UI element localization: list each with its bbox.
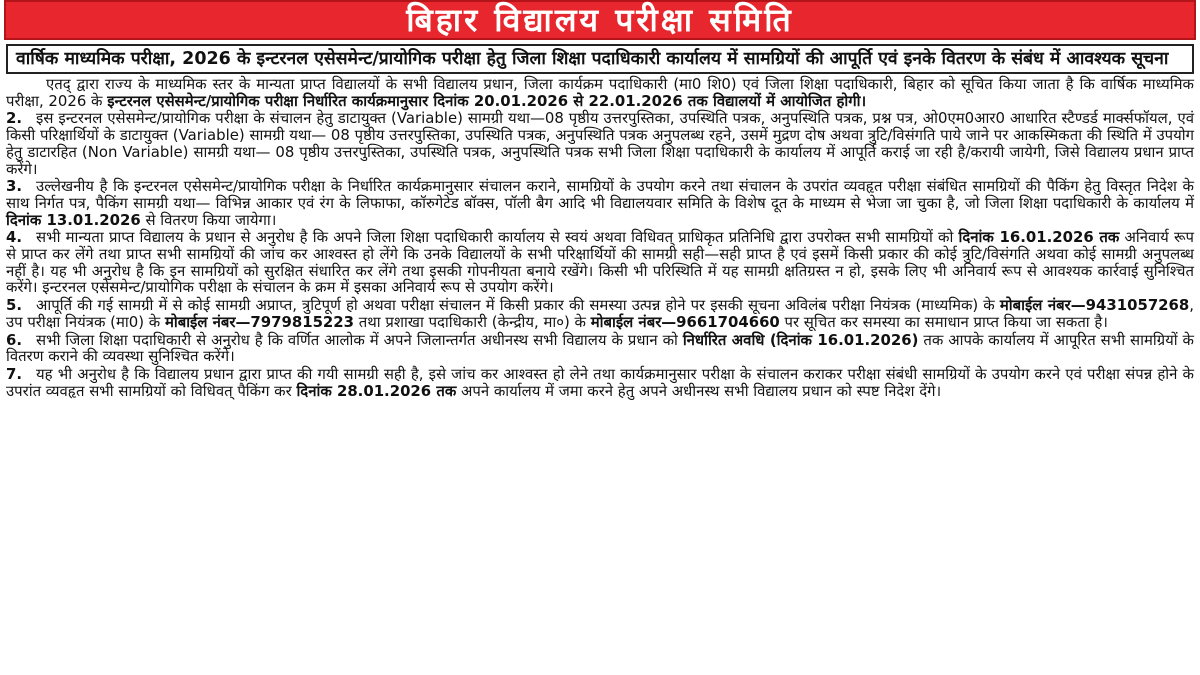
paragraph-6-text: सभी जिला शिक्षा पदाधिकारी से अनुरोध है कि वर्णित आलोक में अपने जिलान्तर्गत अधीनस्थ सभी विद्यालय के प्रधान को	[36, 330, 683, 349]
paragraph-3-tail: से वितरण किया जायेगा।	[140, 210, 277, 229]
paragraph-4-tail: अनिवार्य रूप से प्राप्त कर लेंगे तथा प्राप्त सभी सामग्रियों की जांच कर आश्वस्त हो लेंगे कि उनके विद्यालयों के सभी परिक्षार्थियों की सामग्री सही—सही प्राप्त है एवं इसमें किसी प्रकार की कोई त्रुटि/विसंगति अथवा कोई सामग्री अनुपलब्ध नहीं है। यह भी अनुरोध है कि इन सामग्रियों को सुरक्षित संधारित कर लेंगे तथा इसकी गोपनीयता बनाये रखेंगे। किसी भी परिस्थिति में यह सामग्री क्षतिग्रस्त न हो, इसके लिए भी अनिवार्य रूप से आवश्यक कार्रवाई सुनिश्चित करेंगे। इन्टरनल एसेसमेन्ट/प्रायोगिक परीक्षा के संचालन के क्रम में इसका अनिवार्य रूप से उपयोग करेंगे।	[6, 228, 1194, 297]
paragraph-5-bold-2: मोबाईल नंबर—7979815223	[164, 312, 355, 331]
notice-subject: वार्षिक माध्यमिक परीक्षा, 2026 के इन्टरनल एसेसमेन्ट/प्रायोगिक परीक्षा हेतु जिला शिक्षा पदाधिकारी कार्यालय में सामग्रियों की आपूर्ति एवं इनके वितरण के संबंध में आवश्यक सूचना	[6, 44, 1194, 74]
paragraph-4-text: सभी मान्यता प्राप्त विद्यालय के प्रधान से अनुरोध है कि अपने जिला शिक्षा पदाधिकारी कार्यालय से स्वयं अथवा विधिवत् प्राधिकृत प्रतिनिधि द्वारा उपरोक्त सभी सामग्रियों को	[36, 228, 959, 247]
paragraph-5-tail-2: तथा प्रशाखा पदाधिकारी (केन्द्रीय, मा०) के	[354, 312, 591, 331]
paragraph-6-number: 6.	[6, 330, 23, 349]
header-banner	[4, 0, 1196, 40]
paragraph-2-text: इस इन्टरनल एसेसमेन्ट/प्रायोगिक परीक्षा के संचालन हेतु डाटायुक्त (Variable) सामग्री यथा—08 पृष्ठीय उत्तरपुस्तिका, उपस्थिति पत्रक, अनुपस्थिति पत्रक, प्रश्न पत्र, ओ0एम0आर0 आधारित स्टैण्डर्ड मार्क्सफॉयल, एवं किसी परिक्षार्थियों के डाटायुक्त (Variable) सामग्री यथा— 08 पृष्ठीय उत्तरपुस्तिका, उपस्थिति पत्रक, अनुपस्थिति पत्रक अनुपलब्ध रहने, उसमें मुद्रण दोष अथवा त्रुटि/विसंगति पाये जाने पर आकस्मिकता की स्थिति में उपयोग हेतु डाटारहित (Non Variable) सामग्री यथा— 08 पृष्ठीय उत्तरपुस्तिका, उपस्थिति पत्रक, अनुपस्थिति पत्रक सभी जिला शिक्षा पदाधिकारी के कार्यालय में आपूर्ति कराई जा रही है/करायी जायेगी, जिसे विद्यालय प्रधान प्राप्त करेंगे।	[6, 109, 1194, 178]
paragraph-2-number: 2.	[6, 109, 23, 128]
paragraph-7-tail: अपने कार्यालय में जमा करने हेतु अपने अधीनस्थ सभी विद्यालय प्रधान को स्पष्ट निदेश देंगे।	[456, 381, 942, 400]
paragraph-7-number: 7.	[6, 364, 23, 383]
paragraph-5-bold-1: मोबाईल नंबर—9431057268	[999, 296, 1190, 315]
board-title: बिहार विद्यालय परीक्षा समिति	[406, 1, 794, 39]
paragraph-5-text: आपूर्ति की गई सामग्री में से कोई सामग्री अप्राप्त, त्रुटिपूर्ण हो अथवा परीक्षा संचालन में किसी प्रकार की समस्या उत्पन्न होने पर इसकी सूचना अविलंब परीक्षा नियंत्रक (माध्यमिक) के	[36, 296, 1000, 315]
paragraph-3	[6, 178, 1194, 228]
paragraph-7-text: यह भी अनुरोध है कि विद्यालय प्रधान द्वारा प्राप्त की गयी सामग्री सही है, इसे जांच कर आश्वस्त हो लेने तथा कार्यक्रमानुसार परीक्षा के संचालन कराकर परीक्षा संबंधी सामग्रियों के उपयोग करने एवं परीक्षा संपन्न होने के उपरांत व्यवहृत सभी सामग्रियों को विधिवत् पैकिंग कर	[6, 364, 1194, 400]
paragraph-5-tail-3: पर सूचित कर समस्या का समाधान प्राप्त किया जा सकता है।	[779, 312, 1108, 331]
paragraph-7-bold: दिनांक 28.01.2026 तक	[296, 381, 457, 400]
paragraph-1-text: एतद् द्वारा राज्य के माध्यमिक स्तर के मान्यता प्राप्त विद्यालयों के सभी विद्यालय प्रधान, जिला कार्यक्रम पदाधिकारी (मा0 शि0) एवं जिला शिक्षा पदाधिकारी, बिहार को सूचित किया जाता है कि वार्षिक माध्यमिक परीक्षा, 2026 के	[6, 75, 1194, 110]
paragraph-1	[6, 76, 1194, 109]
paragraph-2	[6, 110, 1194, 177]
paragraph-5-number: 5.	[6, 296, 23, 315]
paragraph-5	[6, 297, 1194, 330]
paragraph-6-tail: तक आपके कार्यालय में आपूरित सभी सामग्रियों के वितरण कराने की व्यवस्था सुनिश्चित करेंगे।	[6, 330, 1194, 366]
paragraph-6-bold: निर्धारित अवधि (दिनांक 16.01.2026)	[682, 330, 919, 349]
paragraph-1-bold: इन्टरनल एसेसमेन्ट/प्रायोगिक परीक्षा निर्धारित कार्यक्रमानुसार दिनांक 20.01.2026 से 22.01.2026 तक विद्यालयों में आयोजित होगी।	[107, 91, 867, 110]
paragraph-6	[6, 332, 1194, 365]
paragraph-3-bold: दिनांक 13.01.2026	[6, 210, 141, 229]
paragraph-5-bold-3: मोबाईल नंबर—9661704660	[590, 312, 780, 331]
paragraph-5-tail-1: , उप परीक्षा नियंत्रक (मा0) के	[6, 296, 1194, 331]
notice-body	[6, 76, 1194, 399]
paragraph-3-text: उल्लेखनीय है कि इन्टरनल एसेसमेन्ट/प्रायोगिक परीक्षा के निर्धारित कार्यक्रमानुसार संचालन कराने, सामग्रियों के उपयोग करने तथा संचालन के उपरांत व्यवहृत परीक्षा संबंधित सामग्रियों की पैकिंग हेतु विस्तृत निदेश के साथ निर्गत पत्र, पैकिंग सामग्री यथा— विभिन्न आकार एवं रंग के लिफाफा, कॉरुगेटेड बॉक्स, पॉली बैग आदि भी विद्यालयवार समिति के विशेष दूत के माध्यम से भेजा जा चुका है, जो जिला शिक्षा पदाधिकारी के कार्यालय में	[6, 177, 1194, 212]
paragraph-4	[6, 229, 1194, 296]
paragraph-3-number: 3.	[6, 177, 23, 196]
paragraph-4-number: 4.	[6, 228, 23, 247]
paragraph-7	[6, 366, 1194, 399]
paragraph-4-bold: दिनांक 16.01.2026 तक	[958, 228, 1120, 247]
